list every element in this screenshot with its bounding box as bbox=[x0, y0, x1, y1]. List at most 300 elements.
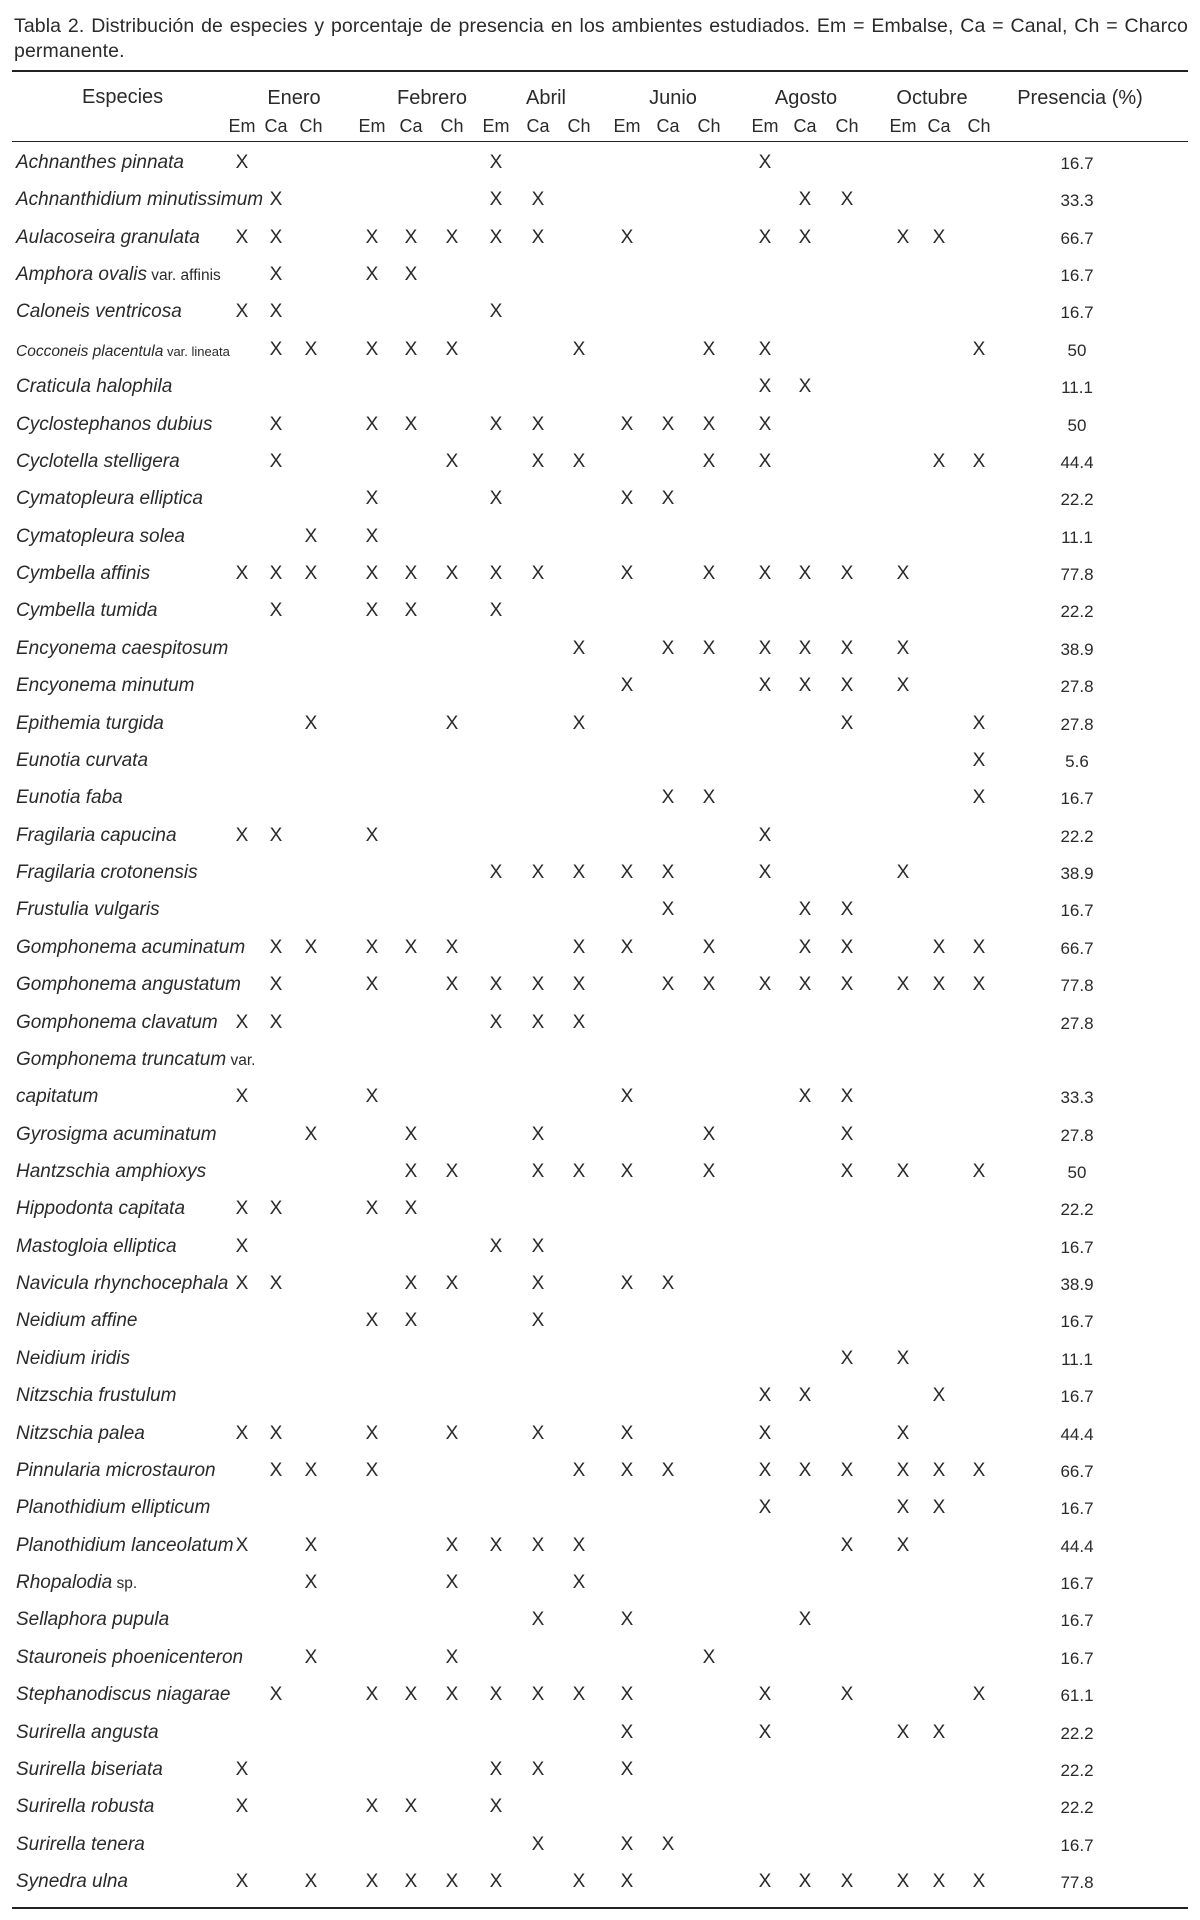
presence-percent: 33.3 bbox=[1060, 1088, 1094, 1108]
species-name bbox=[16, 1759, 163, 1781]
subheader-em: Em bbox=[751, 116, 779, 136]
species-name-text: Neidium affine bbox=[16, 1310, 138, 1332]
species-name bbox=[16, 1647, 243, 1669]
month-header-agosto: Agosto bbox=[774, 87, 838, 109]
species-name bbox=[16, 563, 150, 585]
presence-mark: X bbox=[840, 1086, 854, 1108]
presence-mark: X bbox=[269, 974, 283, 996]
presence-mark: X bbox=[840, 189, 854, 211]
presence-percent: 16.7 bbox=[1060, 303, 1094, 323]
presence-mark: X bbox=[269, 1273, 283, 1295]
species-name bbox=[16, 600, 158, 622]
presence-mark: X bbox=[972, 338, 986, 360]
presence-mark: X bbox=[404, 1198, 418, 1220]
species-name-text: Planothidium lanceolatum bbox=[16, 1534, 234, 1556]
presence-mark: X bbox=[572, 1160, 586, 1182]
presence-mark: X bbox=[661, 1273, 675, 1295]
species-name bbox=[16, 638, 228, 660]
presence-mark: X bbox=[702, 338, 716, 360]
species-name-text: Gyrosigma acuminatum bbox=[16, 1123, 217, 1145]
presence-mark: X bbox=[572, 1871, 586, 1893]
presence-mark: X bbox=[620, 936, 634, 958]
presence-percent: 16.7 bbox=[1060, 1387, 1094, 1407]
presence-mark: X bbox=[531, 450, 545, 472]
species-name-text: Sellaphora pupula bbox=[16, 1609, 170, 1631]
presence-mark: X bbox=[235, 1235, 249, 1257]
presence-percent: 11.1 bbox=[1061, 527, 1093, 547]
presence-mark: X bbox=[758, 338, 772, 360]
species-name bbox=[16, 713, 164, 735]
presence-percent: 77.8 bbox=[1060, 1873, 1094, 1893]
presence-mark: X bbox=[896, 1871, 910, 1893]
presence-mark: X bbox=[702, 936, 716, 958]
presence-mark: X bbox=[235, 824, 249, 846]
presence-mark: X bbox=[896, 1347, 910, 1369]
presence-percent: 16.7 bbox=[1060, 1648, 1094, 1668]
presence-percent: 16.7 bbox=[1060, 1237, 1094, 1257]
presence-mark: X bbox=[758, 413, 772, 435]
presence-mark: X bbox=[702, 974, 716, 996]
species-name bbox=[16, 264, 221, 287]
presence-mark: X bbox=[620, 1459, 634, 1481]
presence-mark: X bbox=[404, 1273, 418, 1295]
species-name-text: Planothidium ellipticum bbox=[16, 1497, 211, 1519]
presence-mark: X bbox=[661, 974, 675, 996]
presence-mark: X bbox=[531, 1609, 545, 1631]
presence-mark: X bbox=[235, 1871, 249, 1893]
presence-mark: X bbox=[531, 563, 545, 585]
species-name-text: Caloneis ventricosa bbox=[16, 301, 182, 323]
presence-mark: X bbox=[572, 1684, 586, 1706]
presence-mark: X bbox=[572, 450, 586, 472]
presence-mark: X bbox=[758, 1459, 772, 1481]
presence-mark: X bbox=[489, 1871, 503, 1893]
presence-mark: X bbox=[661, 488, 675, 510]
presence-mark: X bbox=[304, 936, 318, 958]
species-name-text: Cymbella affinis bbox=[16, 563, 151, 585]
presence-mark: X bbox=[896, 1422, 910, 1444]
presence-mark: X bbox=[365, 1684, 379, 1706]
presence-percent: 16.7 bbox=[1060, 266, 1094, 286]
species-name-text: Craticula halophila bbox=[16, 376, 173, 398]
presence-mark: X bbox=[489, 226, 503, 248]
presence-mark: X bbox=[531, 862, 545, 884]
species-qualifier: var. bbox=[226, 1051, 256, 1069]
species-name bbox=[16, 1871, 128, 1893]
presence-mark: X bbox=[572, 1534, 586, 1556]
subheader-ca: Ca bbox=[399, 116, 423, 136]
species-name-text: Cymatopleura solea bbox=[16, 525, 185, 547]
presence-mark: X bbox=[489, 189, 503, 211]
presence-mark: X bbox=[365, 413, 379, 435]
presence-mark: X bbox=[896, 675, 910, 697]
presence-mark: X bbox=[896, 1160, 910, 1182]
species-name-text: Encyonema minutum bbox=[16, 675, 195, 697]
presence-percent: 38.9 bbox=[1060, 864, 1094, 884]
presence-mark: X bbox=[445, 1572, 459, 1594]
species-name bbox=[16, 1124, 217, 1146]
presence-mark: X bbox=[365, 1422, 379, 1444]
presence-mark: X bbox=[840, 1871, 854, 1893]
species-name-text: capitatum bbox=[16, 1086, 99, 1108]
species-name bbox=[16, 750, 148, 772]
presence-mark: X bbox=[365, 488, 379, 510]
species-qualifier: var. affinis bbox=[146, 267, 221, 285]
presence-mark: X bbox=[620, 1160, 634, 1182]
presence-mark: X bbox=[304, 1871, 318, 1893]
species-name bbox=[16, 414, 212, 436]
presence-mark: X bbox=[235, 226, 249, 248]
presence-mark: X bbox=[896, 563, 910, 585]
presence-percent: 50 bbox=[1067, 340, 1087, 360]
presence-mark: X bbox=[798, 1459, 812, 1481]
species-name-text: Aulacoseira granulata bbox=[16, 226, 200, 248]
species-name bbox=[16, 1086, 98, 1108]
presence-mark: X bbox=[531, 189, 545, 211]
presence-mark: X bbox=[620, 1086, 634, 1108]
presence-mark: X bbox=[445, 712, 459, 734]
species-name bbox=[16, 1049, 255, 1072]
presence-mark: X bbox=[269, 450, 283, 472]
presence-mark: X bbox=[531, 1534, 545, 1556]
presence-mark: X bbox=[620, 1871, 634, 1893]
presence-mark: X bbox=[620, 226, 634, 248]
presence-mark: X bbox=[896, 1721, 910, 1743]
presence-percent: 77.8 bbox=[1060, 565, 1094, 585]
presence-percent: 16.7 bbox=[1060, 1835, 1094, 1855]
subheader-ch: Ch bbox=[567, 116, 591, 136]
presence-mark: X bbox=[972, 1459, 986, 1481]
species-name-text: Encyonema caespitosum bbox=[16, 637, 229, 659]
month-header-abril: Abril bbox=[525, 87, 567, 109]
presence-mark: X bbox=[798, 1871, 812, 1893]
presence-mark: X bbox=[840, 1459, 854, 1481]
presence-mark: X bbox=[840, 974, 854, 996]
species-name-text: Achnanthes pinnata bbox=[16, 152, 184, 173]
presence-mark: X bbox=[365, 264, 379, 286]
species-name-text: Fragilaria capucina bbox=[16, 824, 177, 846]
presence-mark: X bbox=[758, 1385, 772, 1407]
subheader-ca: Ca bbox=[264, 116, 288, 136]
presence-mark: X bbox=[758, 1684, 772, 1706]
presence-mark: X bbox=[932, 1497, 946, 1519]
table-caption: Tabla 2. Distribución de especies y porcentaje de presencia en los ambientes estudiados. Em = Embalse, Ca = Canal, Ch = Charco permanente. bbox=[14, 15, 1188, 62]
species-name-text: Surirella robusta bbox=[16, 1796, 155, 1818]
presence-mark: X bbox=[620, 413, 634, 435]
presence-mark: X bbox=[445, 1646, 459, 1668]
species-name bbox=[16, 1012, 218, 1034]
presence-mark: X bbox=[489, 152, 503, 173]
presence-mark: X bbox=[445, 1422, 459, 1444]
presence-mark: X bbox=[661, 787, 675, 809]
presence-mark: X bbox=[840, 1684, 854, 1706]
presence-mark: X bbox=[620, 1833, 634, 1855]
species-name bbox=[16, 1236, 177, 1258]
presence-mark: X bbox=[572, 637, 586, 659]
presence-mark: X bbox=[304, 1646, 318, 1668]
presence-mark: X bbox=[798, 189, 812, 211]
presence-mark: X bbox=[531, 413, 545, 435]
presence-mark: X bbox=[620, 1758, 634, 1780]
presence-mark: X bbox=[445, 1273, 459, 1295]
species-name bbox=[16, 937, 245, 959]
presence-mark: X bbox=[932, 1459, 946, 1481]
presence-mark: X bbox=[235, 1796, 249, 1818]
species-name-text: Hantzschia amphioxys bbox=[16, 1160, 207, 1182]
presence-mark: X bbox=[620, 563, 634, 585]
species-name-text: Cymbella tumida bbox=[16, 600, 158, 622]
species-name bbox=[16, 1273, 228, 1295]
presence-percent: 61.1 bbox=[1060, 1686, 1094, 1706]
presence-mark: X bbox=[620, 1422, 634, 1444]
presence-mark: X bbox=[972, 712, 986, 734]
presence-mark: X bbox=[269, 936, 283, 958]
presence-percent: 22.2 bbox=[1060, 490, 1094, 510]
species-name-text: Nitzschia palea bbox=[16, 1422, 145, 1444]
presence-mark: X bbox=[661, 899, 675, 921]
species-name bbox=[16, 1497, 210, 1519]
presence-mark: X bbox=[404, 600, 418, 622]
species-name-text: Pinnularia microstauron bbox=[16, 1459, 216, 1481]
presence-mark: X bbox=[269, 413, 283, 435]
species-name bbox=[16, 675, 194, 697]
presence-percent: 50 bbox=[1067, 1162, 1087, 1182]
species-name bbox=[16, 1385, 177, 1407]
presence-mark: X bbox=[758, 226, 772, 248]
presence-mark: X bbox=[572, 1011, 586, 1033]
presence-mark: X bbox=[758, 1721, 772, 1743]
presence-mark: X bbox=[365, 525, 379, 547]
presence-percent: 16.7 bbox=[1060, 154, 1094, 173]
species-name-text: Neidium iridis bbox=[16, 1347, 131, 1369]
species-name-text: Surirella angusta bbox=[16, 1721, 159, 1743]
presence-mark: X bbox=[758, 376, 772, 398]
presence-mark: X bbox=[445, 936, 459, 958]
presence-mark: X bbox=[620, 488, 634, 510]
presence-mark: X bbox=[531, 974, 545, 996]
presence-mark: X bbox=[932, 450, 946, 472]
presence-mark: X bbox=[235, 1422, 249, 1444]
presence-mark: X bbox=[235, 1011, 249, 1033]
presence-mark: X bbox=[365, 1796, 379, 1818]
presence-mark: X bbox=[489, 488, 503, 510]
presence-mark: X bbox=[972, 974, 986, 996]
presence-percent: 16.7 bbox=[1060, 1611, 1094, 1631]
presence-mark: X bbox=[661, 862, 675, 884]
presence-percent: 22.2 bbox=[1060, 1723, 1094, 1743]
presence-mark: X bbox=[896, 1534, 910, 1556]
species-name bbox=[16, 488, 203, 510]
presence-mark: X bbox=[404, 338, 418, 360]
species-name-text: Synedra ulna bbox=[16, 1871, 128, 1893]
presence-mark: X bbox=[932, 936, 946, 958]
presence-mark: X bbox=[798, 226, 812, 248]
presence-mark: X bbox=[572, 712, 586, 734]
presence-column-header: Presencia (%) bbox=[1017, 87, 1143, 109]
presence-mark: X bbox=[758, 824, 772, 846]
subheader-ch: Ch bbox=[440, 116, 464, 136]
subheader-em: Em bbox=[228, 116, 256, 136]
presence-percent: 66.7 bbox=[1060, 1461, 1094, 1481]
presence-mark: X bbox=[932, 226, 946, 248]
presence-mark: X bbox=[840, 1123, 854, 1145]
presence-percent: 66.7 bbox=[1060, 228, 1094, 248]
presence-percent: 38.9 bbox=[1060, 639, 1094, 659]
presence-percent: 22.2 bbox=[1060, 1760, 1094, 1780]
presence-mark: X bbox=[531, 1273, 545, 1295]
presence-mark: X bbox=[445, 1871, 459, 1893]
species-name-text: Cocconeis placentula bbox=[16, 342, 164, 360]
presence-percent: 11.1 bbox=[1061, 1349, 1093, 1369]
presence-mark: X bbox=[620, 1684, 634, 1706]
species-name-text: Hippodonta capitata bbox=[16, 1198, 186, 1220]
presence-percent: 16.7 bbox=[1060, 789, 1094, 809]
month-header-junio: Junio bbox=[649, 87, 697, 109]
species-name-text: Fragilaria crotonensis bbox=[16, 862, 198, 884]
presence-percent: 27.8 bbox=[1060, 1013, 1094, 1033]
presence-mark: X bbox=[404, 226, 418, 248]
presence-mark: X bbox=[840, 936, 854, 958]
presence-mark: X bbox=[702, 1646, 716, 1668]
subheader-em: Em bbox=[482, 116, 510, 136]
presence-mark: X bbox=[365, 1310, 379, 1332]
presence-mark: X bbox=[840, 899, 854, 921]
presence-mark: X bbox=[404, 1123, 418, 1145]
presence-mark: X bbox=[489, 1011, 503, 1033]
presence-mark: X bbox=[702, 413, 716, 435]
species-name-text: Frustulia vulgaris bbox=[16, 899, 160, 921]
presence-mark: X bbox=[972, 1160, 986, 1182]
presence-mark: X bbox=[840, 563, 854, 585]
presence-mark: X bbox=[404, 413, 418, 435]
species-name bbox=[16, 1535, 234, 1557]
presence-mark: X bbox=[269, 1422, 283, 1444]
species-name-text: Epithemia turgida bbox=[16, 712, 164, 734]
presence-mark: X bbox=[404, 936, 418, 958]
presence-percent: 27.8 bbox=[1060, 1125, 1094, 1145]
presence-mark: X bbox=[445, 1160, 459, 1182]
presence-mark: X bbox=[661, 1459, 675, 1481]
presence-mark: X bbox=[269, 563, 283, 585]
species-name bbox=[16, 376, 172, 398]
presence-mark: X bbox=[972, 1684, 986, 1706]
presence-mark: X bbox=[489, 1684, 503, 1706]
species-name bbox=[16, 1572, 137, 1595]
presence-mark: X bbox=[702, 787, 716, 809]
presence-mark: X bbox=[404, 264, 418, 286]
subheader-ca: Ca bbox=[927, 116, 951, 136]
species-name bbox=[16, 1460, 216, 1482]
presence-mark: X bbox=[798, 675, 812, 697]
presence-mark: X bbox=[269, 600, 283, 622]
presence-mark: X bbox=[702, 450, 716, 472]
presence-mark: X bbox=[572, 1459, 586, 1481]
subheader-ca: Ca bbox=[656, 116, 680, 136]
presence-mark: X bbox=[531, 1310, 545, 1332]
presence-mark: X bbox=[758, 862, 772, 884]
presence-mark: X bbox=[269, 824, 283, 846]
species-name-text: Gomphonema truncatum bbox=[16, 1048, 227, 1070]
presence-percent: 22.2 bbox=[1060, 602, 1094, 622]
species-name-text: Cyclostephanos dubius bbox=[16, 413, 213, 435]
presence-mark: X bbox=[758, 675, 772, 697]
month-header-octubre: Octubre bbox=[896, 87, 968, 109]
presence-mark: X bbox=[445, 563, 459, 585]
presence-mark: X bbox=[269, 264, 283, 286]
species-name-text: Nitzschia frustulum bbox=[16, 1385, 177, 1407]
presence-mark: X bbox=[269, 1459, 283, 1481]
presence-mark: X bbox=[489, 862, 503, 884]
species-qualifier: var. lineata bbox=[163, 343, 230, 359]
presence-percent: 33.3 bbox=[1060, 191, 1094, 211]
presence-mark: X bbox=[304, 338, 318, 360]
presence-mark: X bbox=[758, 1422, 772, 1444]
presence-mark: X bbox=[620, 862, 634, 884]
presence-percent: 22.2 bbox=[1060, 1798, 1094, 1818]
species-name bbox=[16, 1684, 230, 1706]
species-name bbox=[16, 1796, 154, 1818]
presence-percent: 22.2 bbox=[1060, 826, 1094, 846]
presence-mark: X bbox=[972, 749, 986, 771]
species-qualifier: sp. bbox=[112, 1575, 138, 1593]
presence-mark: X bbox=[404, 1871, 418, 1893]
presence-mark: X bbox=[304, 525, 318, 547]
species-name bbox=[16, 227, 200, 249]
presence-mark: X bbox=[620, 1609, 634, 1631]
species-name-text: Surirella tenera bbox=[16, 1833, 145, 1855]
presence-mark: X bbox=[758, 1497, 772, 1519]
species-name bbox=[16, 1161, 206, 1183]
presence-mark: X bbox=[531, 1123, 545, 1145]
presence-mark: X bbox=[365, 600, 379, 622]
presence-mark: X bbox=[304, 1459, 318, 1481]
subheader-em: Em bbox=[358, 116, 386, 136]
presence-mark: X bbox=[235, 1198, 249, 1220]
presence-mark: X bbox=[365, 1871, 379, 1893]
presence-mark: X bbox=[235, 1086, 249, 1108]
presence-percent: 16.7 bbox=[1060, 901, 1094, 921]
presence-mark: X bbox=[404, 1310, 418, 1332]
species-name-text: Achnanthidium minutissimum bbox=[16, 189, 264, 211]
species-name bbox=[16, 1198, 185, 1220]
presence-mark: X bbox=[489, 600, 503, 622]
presence-mark: X bbox=[365, 226, 379, 248]
presence-mark: X bbox=[489, 1796, 503, 1818]
presence-mark: X bbox=[269, 301, 283, 323]
presence-percent: 5.6 bbox=[1065, 751, 1089, 771]
subheader-ch: Ch bbox=[697, 116, 721, 136]
presence-percent: 44.4 bbox=[1060, 1536, 1094, 1556]
presence-mark: X bbox=[972, 936, 986, 958]
species-name bbox=[16, 1423, 145, 1445]
presence-mark: X bbox=[758, 152, 772, 173]
presence-mark: X bbox=[572, 338, 586, 360]
presence-percent: 11.1 bbox=[1061, 378, 1093, 398]
species-name bbox=[16, 301, 182, 323]
presence-mark: X bbox=[445, 226, 459, 248]
species-name-text: Gomphonema clavatum bbox=[16, 1011, 218, 1033]
subheader-em: Em bbox=[613, 116, 641, 136]
presence-mark: X bbox=[531, 1422, 545, 1444]
presence-mark: X bbox=[531, 1833, 545, 1855]
species-name bbox=[16, 1310, 137, 1332]
presence-mark: X bbox=[531, 1684, 545, 1706]
species-column-header: Especies bbox=[82, 86, 164, 108]
subheader-ca: Ca bbox=[793, 116, 817, 136]
month-header-enero: Enero bbox=[267, 87, 321, 109]
species-name-text: Gomphonema acuminatum bbox=[16, 936, 246, 958]
presence-mark: X bbox=[840, 712, 854, 734]
